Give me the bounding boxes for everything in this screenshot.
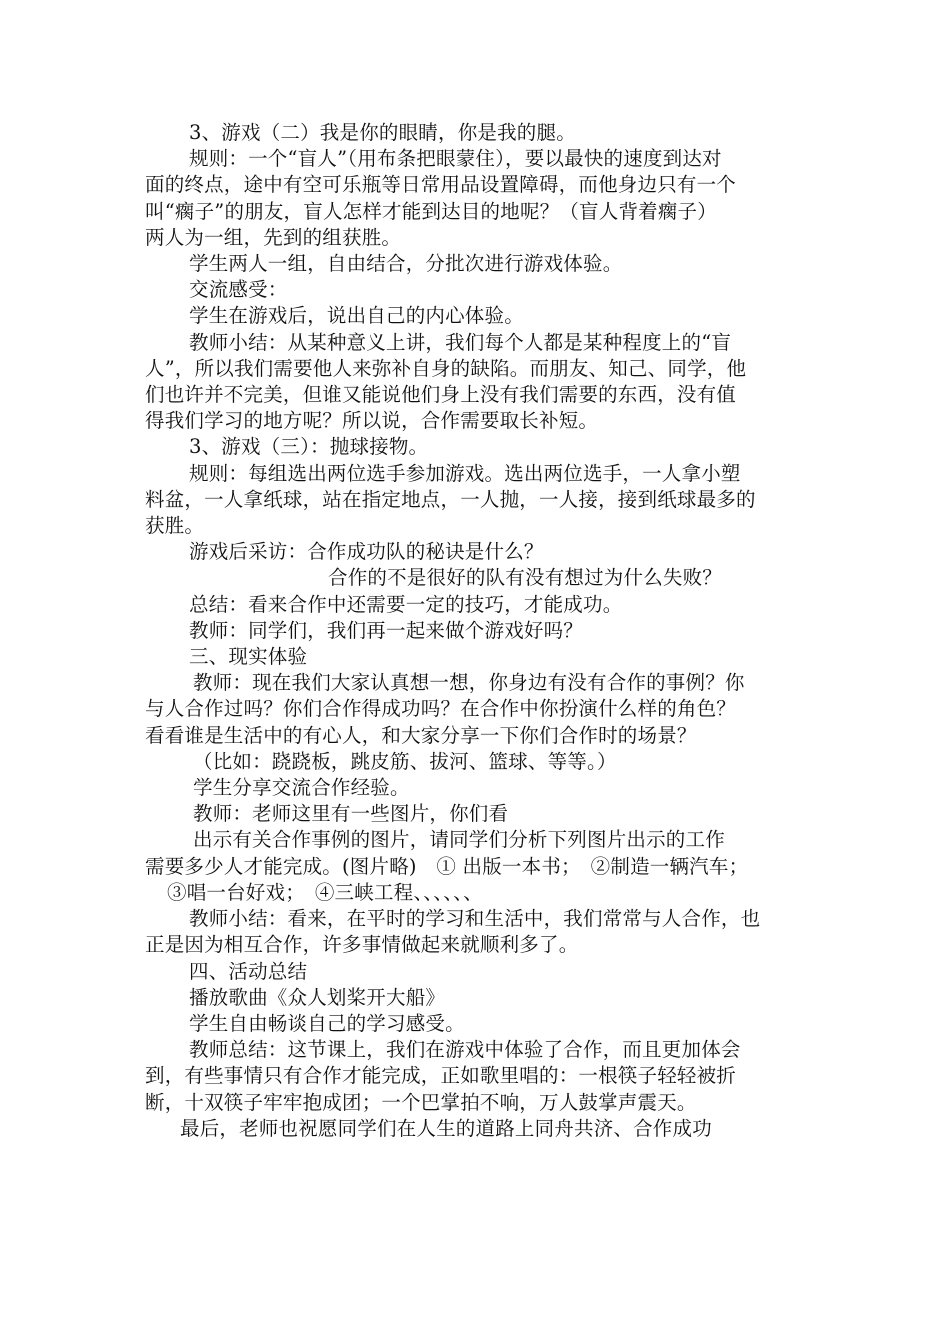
paragraph-line: 总结：看来合作中还需要一定的技巧，才能成功。 bbox=[189, 592, 623, 616]
paragraph-line: 们也许并不完美，但谁又能说他们身上没有我们需要的东西，没有值 bbox=[145, 383, 737, 407]
paragraph-line: 学生自由畅谈自己的学习感受。 bbox=[189, 1011, 465, 1035]
paragraph-line: 料盆，一人拿纸球，站在指定地点，一人抛，一人接，接到纸球最多的 bbox=[145, 487, 756, 511]
paragraph-line: 教师：现在我们大家认真想一想，你身边有没有合作的事例？你 bbox=[193, 671, 745, 695]
paragraph-line: 播放歌曲《众人划桨开大船》 bbox=[189, 985, 446, 1009]
paragraph-line: 教师总结：这节课上，我们在游戏中体验了合作，而且更加体会 bbox=[189, 1038, 741, 1062]
paragraph-line: 需要多少人才能完成。(图片略) ① 出版一本书； ②制造一辆汽车； bbox=[145, 854, 749, 878]
paragraph-line: 出示有关合作事例的图片，请同学们分析下列图片出示的工作 bbox=[193, 828, 725, 852]
paragraph-line: 正是因为相互合作，许多事情做起来就顺利多了。 bbox=[145, 933, 579, 957]
section-heading-reality: 三、现实体验 bbox=[189, 645, 308, 669]
paragraph-line: 学生分享交流合作经验。 bbox=[193, 776, 410, 800]
paragraph-line: 游戏后采访：合作成功队的秘诀是什么？ bbox=[189, 540, 544, 564]
paragraph-line: 教师：老师这里有一些图片，你们看 bbox=[193, 802, 509, 826]
paragraph-line: 合作的不是很好的队有没有想过为什么失败？ bbox=[328, 566, 723, 590]
paragraph-line: 教师小结：看来，在平时的学习和生活中，我们常常与人合作，也 bbox=[189, 907, 761, 931]
paragraph-line: 面的终点，途中有空可乐瓶等日常用品设置障碍，而他身边只有一个 bbox=[145, 173, 737, 197]
paragraph-line: 人”，所以我们需要他人来弥补自身的缺陷。而朋友、知己、同学，他 bbox=[145, 356, 747, 380]
section-heading-game-3: 3、游戏（三）：抛球接物。 bbox=[189, 435, 429, 459]
paragraph-line: 到，有些事情只有合作才能完成，正如歌里唱的：一根筷子轻轻被折 bbox=[145, 1064, 737, 1088]
paragraph-line: （比如：跷跷板，跳皮筋、拔河、篮球、等等。） bbox=[193, 749, 617, 773]
paragraph-line: 两人为一组，先到的组获胜。 bbox=[145, 225, 402, 249]
paragraph-line: 看看谁是生活中的有心人，和大家分享一下你们合作时的场景？ bbox=[145, 723, 697, 747]
paragraph-line: 叫“瘸子”的朋友，盲人怎样才能到达目的地呢？（盲人背着瘸子） bbox=[145, 199, 717, 223]
paragraph-line: 学生两人一组，自由结合，分批次进行游戏体验。 bbox=[189, 252, 623, 276]
paragraph-line: ③唱一台好戏； ④三峡工程、、、、、、 bbox=[167, 880, 483, 904]
paragraph-line: 断，十双筷子牢牢抱成团；一个巴掌拍不响，万人鼓掌声震天。 bbox=[145, 1090, 697, 1114]
paragraph-line: 最后，老师也祝愿同学们在人生的道路上同舟共济、合作成功 bbox=[180, 1116, 712, 1140]
paragraph-line: 交流感受： bbox=[189, 278, 288, 302]
paragraph-line: 规则：一个“盲人”（用布条把眼蒙住），要以最快的速度到达对 bbox=[189, 147, 722, 171]
document-page bbox=[145, 120, 825, 1142]
section-heading-game-2: 3、游戏（二）我是你的眼睛，你是我的腿。 bbox=[189, 121, 576, 144]
paragraph-line: 获胜。 bbox=[145, 514, 205, 538]
paragraph-line: 得我们学习的地方呢？所以说，合作需要取长补短。 bbox=[145, 409, 599, 433]
paragraph-line: 规则：每组选出两位选手参加游戏。选出两位选手，一人拿小塑 bbox=[189, 461, 741, 485]
paragraph-line: 学生在游戏后，说出自己的内心体验。 bbox=[189, 304, 524, 328]
section-heading-summary: 四、活动总结 bbox=[189, 959, 308, 983]
paragraph-line: 与人合作过吗？你们合作得成功吗？在合作中你扮演什么样的角色？ bbox=[145, 697, 737, 721]
paragraph-line: 教师：同学们，我们再一起来做个游戏好吗？ bbox=[189, 618, 584, 642]
paragraph-line: 教师小结：从某种意义上讲，我们每个人都是某种程度上的“盲 bbox=[189, 330, 732, 354]
